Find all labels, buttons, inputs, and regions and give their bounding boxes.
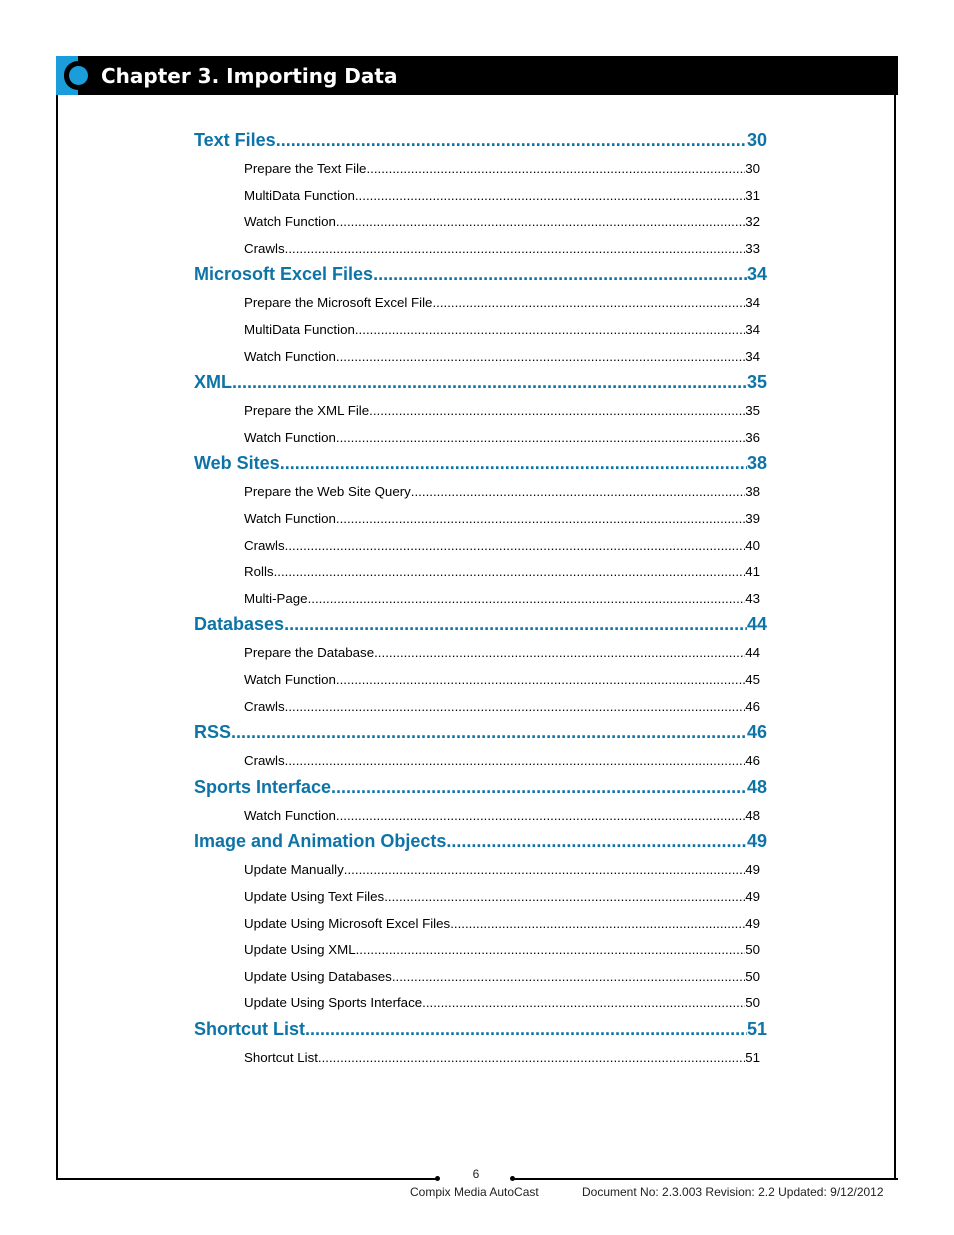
footer-page-number: 6 (472, 1167, 480, 1181)
toc-entry-subsection[interactable] (244, 806, 760, 826)
toc-dot-leader (411, 482, 745, 502)
toc-entry-section[interactable] (194, 718, 767, 746)
toc-subsection-page: 46 (745, 698, 760, 714)
chapter-header-bar (56, 56, 898, 95)
toc-entry-subsection[interactable] (244, 697, 760, 717)
toc-subsection-page: 50 (745, 968, 760, 984)
toc-dot-leader (450, 914, 745, 934)
toc-section-page: 30 (746, 130, 767, 150)
toc-subsection-title: Watch Function (244, 429, 336, 445)
toc-entry-subsection[interactable] (244, 643, 760, 663)
toc-subsection-page: 34 (745, 322, 760, 337)
toc-subsection-page: 39 (745, 511, 760, 526)
toc-dot-leader (308, 589, 746, 609)
toc-subsection-page: 51 (745, 1050, 760, 1065)
toc-dot-leader (318, 1048, 745, 1068)
toc-subsection-page: 35 (745, 403, 760, 419)
toc-dot-leader (336, 428, 745, 448)
toc-subsection-page: 49 (745, 915, 760, 931)
toc-dot-leader (373, 260, 747, 288)
toc-entry-section[interactable] (194, 260, 767, 288)
toc-subsection-page: 50 (745, 995, 760, 1011)
toc-dot-leader (356, 940, 746, 960)
toc-entry-subsection[interactable] (244, 860, 760, 880)
toc-dot-leader (336, 670, 745, 690)
toc-subsection-title: Update Manually (244, 862, 344, 878)
toc-dot-leader (232, 368, 747, 396)
toc-subsection-page: 49 (745, 889, 760, 904)
toc-subsection-page: 31 (745, 187, 760, 203)
toc-subsection-title: Rolls (244, 564, 274, 580)
toc-subsection-title: Prepare the XML File (244, 403, 370, 419)
toc-subsection-title: MultiData Function (244, 187, 355, 203)
toc-dot-leader (432, 293, 745, 313)
toc-subsection-page: 38 (745, 484, 760, 500)
toc-subsection-page: 32 (745, 214, 760, 230)
toc-entry-subsection[interactable] (244, 509, 760, 529)
toc-dot-leader (369, 401, 745, 421)
toc-dot-leader (285, 751, 746, 771)
toc-entry-section[interactable] (194, 449, 767, 477)
toc-entry-subsection[interactable] (244, 751, 760, 771)
toc-entry-section[interactable] (194, 610, 767, 638)
toc-subsection-title: Update Using Sports Interface (244, 995, 423, 1011)
toc-entry-subsection[interactable] (244, 993, 760, 1013)
toc-entry-subsection[interactable] (244, 967, 760, 987)
toc-entry-subsection[interactable] (244, 536, 760, 556)
toc-subsection-title: Crawls (244, 240, 285, 256)
toc-subsection-title: Update Using Databases (244, 968, 392, 984)
toc-subsection-title: MultiData Function (244, 322, 355, 337)
footer-product-name: Compix Media AutoCast (410, 1185, 539, 1199)
toc-subsection-title: Prepare the Web Site Query (244, 484, 411, 500)
toc-entry-subsection[interactable] (244, 320, 760, 340)
toc-entry-subsection[interactable] (244, 239, 760, 259)
toc-section-page: 48 (746, 776, 767, 797)
toc-dot-leader (276, 126, 747, 154)
toc-section-title: Web Sites (194, 453, 280, 474)
toc-entry-subsection[interactable] (244, 212, 760, 232)
chapter-title: Chapter 3. Importing Data (101, 64, 398, 88)
toc-dot-leader (422, 993, 745, 1013)
toc-entry-section[interactable] (194, 1015, 767, 1043)
toc-section-title: Microsoft Excel Files (194, 264, 374, 285)
toc-entry-subsection[interactable] (244, 159, 760, 179)
toc-dot-leader (284, 610, 747, 638)
toc-entry-subsection[interactable] (244, 401, 760, 421)
toc-subsection-page: 33 (745, 240, 760, 256)
toc-section-page: 46 (746, 722, 767, 743)
toc-subsection-title: Update Using Text Files (244, 889, 385, 904)
footer-dot-left (435, 1176, 440, 1181)
toc-subsection-title: Watch Function (244, 807, 336, 823)
toc-entry-subsection[interactable] (244, 428, 760, 448)
toc-dot-leader (285, 536, 746, 556)
toc-subsection-title: Prepare the Text File (244, 161, 367, 176)
bullet-circle-icon (69, 66, 88, 85)
toc-subsection-page: 44 (745, 645, 760, 661)
toc-dot-leader (446, 827, 747, 855)
toc-dot-leader (336, 212, 745, 232)
toc-entry-section[interactable] (194, 126, 767, 154)
toc-entry-section[interactable] (194, 827, 767, 855)
toc-subsection-title: Shortcut List (244, 1050, 318, 1065)
toc-dot-leader (336, 806, 745, 826)
toc-subsection-page: 36 (745, 429, 760, 445)
toc-subsection-title: Update Using Microsoft Excel Files (244, 915, 451, 931)
toc-entry-subsection[interactable] (244, 589, 760, 609)
toc-section-page: 49 (746, 831, 767, 852)
toc-subsection-page: 30 (745, 161, 760, 176)
toc-dot-leader (231, 718, 747, 746)
footer-rule-right (513, 1178, 898, 1180)
toc-subsection-page: 43 (745, 590, 760, 606)
toc-dot-leader (392, 967, 745, 987)
toc-section-page: 35 (746, 372, 767, 393)
toc-section-page: 51 (746, 1019, 767, 1039)
toc-subsection-page: 40 (745, 537, 760, 553)
toc-entry-subsection[interactable] (244, 1048, 760, 1068)
toc-dot-leader (384, 887, 745, 907)
toc-dot-leader (344, 860, 745, 880)
toc-subsection-page: 49 (745, 862, 760, 878)
toc-subsection-title: Watch Function (244, 511, 336, 526)
toc-subsection-title: Crawls (244, 537, 285, 553)
toc-section-title: XML (194, 372, 232, 393)
toc-section-title: Text Files (194, 130, 276, 150)
toc-entry-section[interactable] (194, 368, 767, 396)
toc-dot-leader (331, 773, 747, 801)
toc-subsection-title: Watch Function (244, 214, 336, 230)
footer-rule-left (56, 1178, 438, 1180)
toc-subsection-page: 48 (745, 807, 760, 823)
toc-section-page: 44 (746, 614, 767, 635)
toc-subsection-page: 50 (745, 942, 760, 958)
toc-subsection-title: Crawls (244, 753, 285, 769)
toc-dot-leader (336, 347, 745, 367)
toc-entry-subsection[interactable] (244, 347, 760, 367)
toc-section-page: 38 (746, 453, 767, 474)
toc-entry-subsection[interactable] (244, 482, 760, 502)
toc-subsection-page: 34 (745, 348, 760, 364)
toc-subsection-page: 34 (745, 295, 760, 311)
toc-entry-subsection[interactable] (244, 940, 760, 960)
toc-dot-leader (305, 1015, 747, 1043)
toc-entry-subsection[interactable] (244, 914, 760, 934)
toc-subsection-title: Update Using XML (244, 942, 356, 958)
toc-subsection-title: Multi-Page (244, 590, 308, 606)
toc-entry-section[interactable] (194, 773, 767, 801)
footer-document-info: Document No: 2.3.003 Revision: 2.2 Updated: 9/12/2012 (582, 1185, 884, 1199)
toc-subsection-page: 45 (745, 672, 760, 687)
toc-dot-leader (366, 159, 745, 179)
toc-section-title: Shortcut List (194, 1019, 305, 1039)
toc-subsection-title: Watch Function (244, 348, 336, 364)
toc-dot-leader (355, 186, 745, 206)
toc-subsection-title: Prepare the Microsoft Excel File (244, 295, 433, 311)
toc-section-title: Sports Interface (194, 776, 332, 797)
toc-dot-leader (374, 643, 745, 663)
toc-subsection-page: 46 (745, 753, 760, 769)
toc-dot-leader (355, 320, 745, 340)
toc-dot-leader (280, 449, 747, 477)
toc-entry-subsection[interactable] (244, 186, 760, 206)
toc-subsection-page: 41 (745, 564, 760, 580)
toc-subsection-title: Watch Function (244, 672, 336, 687)
toc-subsection-title: Prepare the Database (244, 645, 375, 661)
toc-section-title: RSS (194, 722, 232, 743)
toc-entry-subsection[interactable] (244, 293, 760, 313)
toc-dot-leader (285, 239, 746, 259)
toc-dot-leader (336, 509, 745, 529)
toc-entry-subsection[interactable] (244, 562, 760, 582)
toc-entry-subsection[interactable] (244, 887, 760, 907)
toc-dot-leader (285, 697, 746, 717)
toc-subsection-title: Crawls (244, 698, 285, 714)
toc-entry-subsection[interactable] (244, 670, 760, 690)
toc-section-title: Image and Animation Objects (194, 831, 447, 852)
toc-section-page: 34 (746, 264, 767, 285)
toc-section-title: Databases (194, 614, 285, 635)
toc-dot-leader (274, 562, 746, 582)
